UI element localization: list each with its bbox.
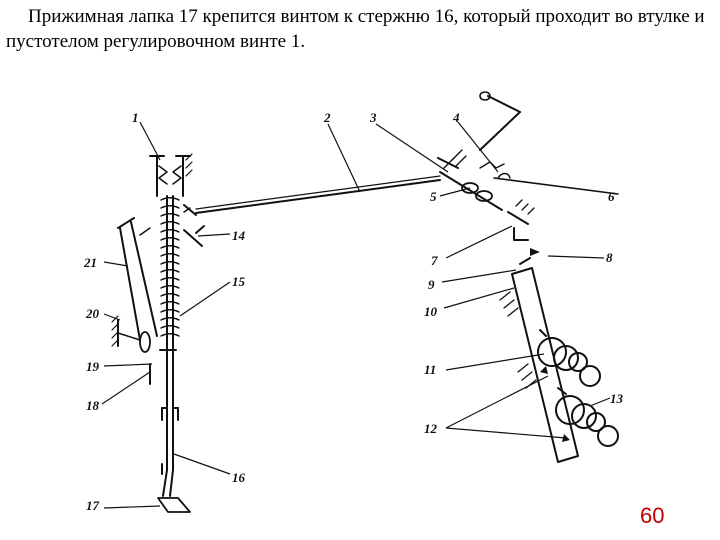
label-13: 13 <box>610 391 623 406</box>
label-12: 12 <box>424 421 437 436</box>
caption-text: Прижимная лапка 17 крепится винтом к стержню 16, который проходит во втулке и пустотелом регулировочном винте 1. <box>6 6 705 52</box>
connecting-rod-edge <box>196 176 440 209</box>
label-4: 4 <box>453 110 460 125</box>
label-11: 11 <box>424 362 437 377</box>
label-3: 3 <box>370 110 377 125</box>
arrowhead <box>540 366 548 374</box>
housing-hatching-top <box>186 154 192 176</box>
label-7: 7 <box>431 253 438 268</box>
label-17: 17 <box>86 498 99 513</box>
label-16: 16 <box>232 470 245 485</box>
label-10: 10 <box>424 304 437 319</box>
lifting-lever <box>112 218 157 352</box>
knee-lever-mechanism <box>438 92 618 256</box>
pressure-spring <box>161 198 179 336</box>
label-14: 14 <box>232 228 245 243</box>
label-8: 8 <box>606 250 613 265</box>
label-19: 19 <box>86 359 99 374</box>
label-1: 1 <box>132 110 139 125</box>
label-18: 18 <box>86 398 99 413</box>
label-6: 6 <box>608 189 615 204</box>
label-15: 15 <box>232 274 245 289</box>
page-number: 60 <box>640 503 665 528</box>
label-5: 5 <box>430 189 437 204</box>
lifting-bracket <box>184 205 204 246</box>
label-21: 21 <box>84 255 97 270</box>
presser-foot <box>158 470 190 512</box>
connecting-rod <box>196 180 440 213</box>
label-2: 2 <box>324 110 331 125</box>
adjusting-screw <box>150 156 190 196</box>
arrowhead <box>562 434 570 442</box>
tension-disc-upper <box>538 330 600 386</box>
label-20: 20 <box>86 306 99 321</box>
label-9: 9 <box>428 277 435 292</box>
